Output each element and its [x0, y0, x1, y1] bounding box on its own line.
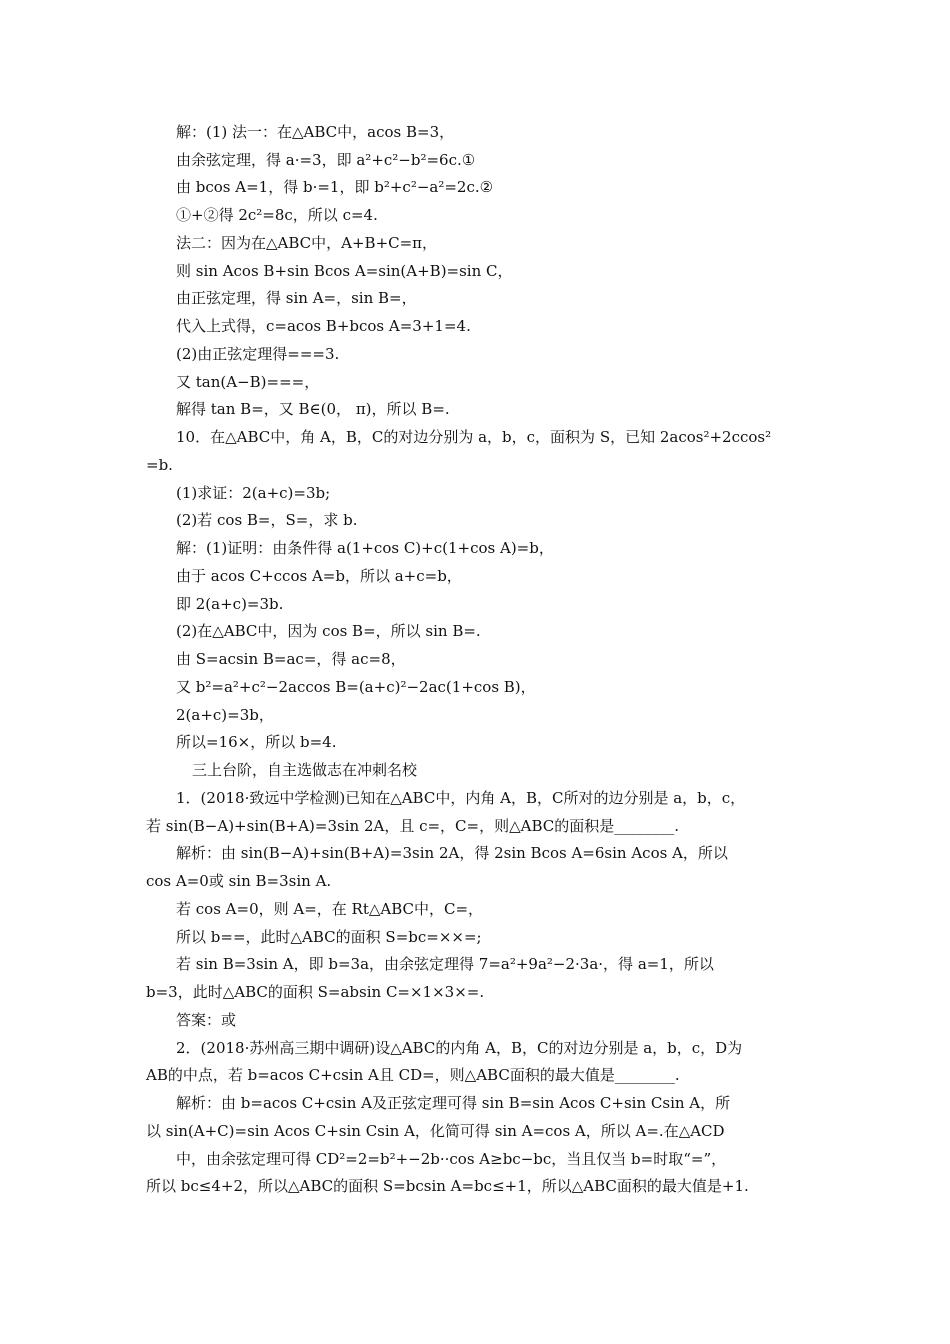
text-line: (2)在△ABC中，因为 cos B=，所以 sin B=.	[176, 622, 481, 640]
text-line: =b.	[146, 456, 173, 474]
text-line: AB的中点，若 b=acos C+csin A且 CD=，则△ABC面积的最大值是________.	[146, 1066, 680, 1084]
text-line: 又 b²=a²+c²−2accos B=(a+c)²−2ac(1+cos B)，	[176, 678, 536, 696]
text-line: 所以 b==，此时△ABC的面积 S=bc=××=;	[176, 928, 482, 946]
text-line: 若 sin(B−A)+sin(B+A)=3sin 2A，且 c=，C=，则△ABC的面积是________.	[146, 817, 680, 835]
problem-1-line: 1．(2018·致远中学检测)已知在△ABC中，内角 A，B，C所对的边分别是 a，b，c，	[176, 789, 746, 807]
text-line: 解得 tan B=，又 B∈(0， π)，所以 B=.	[176, 400, 450, 418]
text-line: 解析：由 b=acos C+csin A及正弦定理可得 sin B=sin Acos C+sin Csin A，所	[176, 1094, 731, 1112]
text-line: 即 2(a+c)=3b.	[176, 595, 284, 613]
answer-line: 答案：或	[176, 1011, 237, 1029]
text-line: 由于 acos C+ccos A=b，所以 a+c=b，	[176, 567, 462, 585]
text-line: 由 bcos A=1，得 b·=1，即 b²+c²−a²=2c.②	[176, 178, 494, 196]
text-line: (2)由正弦定理得===3.	[176, 345, 340, 363]
text-line: 所以 bc≤4+2，所以△ABC的面积 S=bcsin A=bc≤+1，所以△ABC面积的最大值是+1.	[146, 1177, 749, 1195]
text-line: 由正弦定理，得 sin A=，sin B=，	[176, 289, 417, 307]
text-line: 则 sin Acos B+sin Bcos A=sin(A+B)=sin C，	[176, 262, 513, 280]
text-line: 由余弦定理，得 a·=3，即 a²+c²−b²=6c.①	[176, 151, 476, 169]
text-line: 由 S=acsin B=ac=，得 ac=8，	[176, 650, 406, 668]
text-line: 若 sin B=3sin A，即 b=3a，由余弦定理得 7=a²+9a²−2·3a·，得 a=1，所以	[176, 955, 714, 973]
text-line: (2)若 cos B=，S=，求 b.	[176, 511, 358, 529]
text-line: 以 sin(A+C)=sin Acos C+sin Csin A，化简可得 sin A=cos A，所以 A=.在△ACD	[146, 1122, 725, 1140]
text-line: 2(a+c)=3b，	[176, 706, 274, 724]
text-line: 解：(1) 法一：在△ABC中，acos B=3，	[176, 123, 455, 141]
text-line: ①+②得 2c²=8c，所以 c=4.	[176, 206, 378, 224]
text-line: b=3，此时△ABC的面积 S=absin C=×1×3×=.	[146, 983, 485, 1001]
text-line: (1)求证：2(a+c)=3b;	[176, 484, 331, 502]
text-line: 解：(1)证明：由条件得 a(1+cos C)+c(1+cos A)=b，	[176, 539, 554, 557]
text-line: 解析：由 sin(B−A)+sin(B+A)=3sin 2A，得 2sin Bcos A=6sin Acos A，所以	[176, 844, 728, 862]
problem-2-line: 2．(2018·苏州高三期中调研)设△ABC的内角 A，B，C的对边分别是 a，b，c，D为	[176, 1039, 743, 1057]
text-line: 所以=16×，所以 b=4.	[176, 733, 337, 751]
text-line: 中，由余弦定理可得 CD²=2=b²+−2b··cos A≥bc−bc，当且仅当 b=时取“=”，	[176, 1150, 727, 1168]
text-line: 代入上式得，c=acos B+bcos A=3+1=4.	[176, 317, 471, 335]
text-line: 若 cos A=0，则 A=，在 Rt△ABC中，C=，	[176, 900, 484, 918]
problem-10-line: 10．在△ABC中，角 A，B，C的对边分别为 a，b，c，面积为 S，已知 2acos²+2ccos²	[176, 428, 772, 446]
section-heading: 三上台阶，自主选做志在冲刺名校	[192, 761, 418, 779]
text-line: 法二：因为在△ABC中，A+B+C=π，	[176, 234, 438, 252]
text-line: cos A=0或 sin B=3sin A.	[146, 872, 332, 890]
text-line: 又 tan(A−B)===，	[176, 373, 320, 391]
